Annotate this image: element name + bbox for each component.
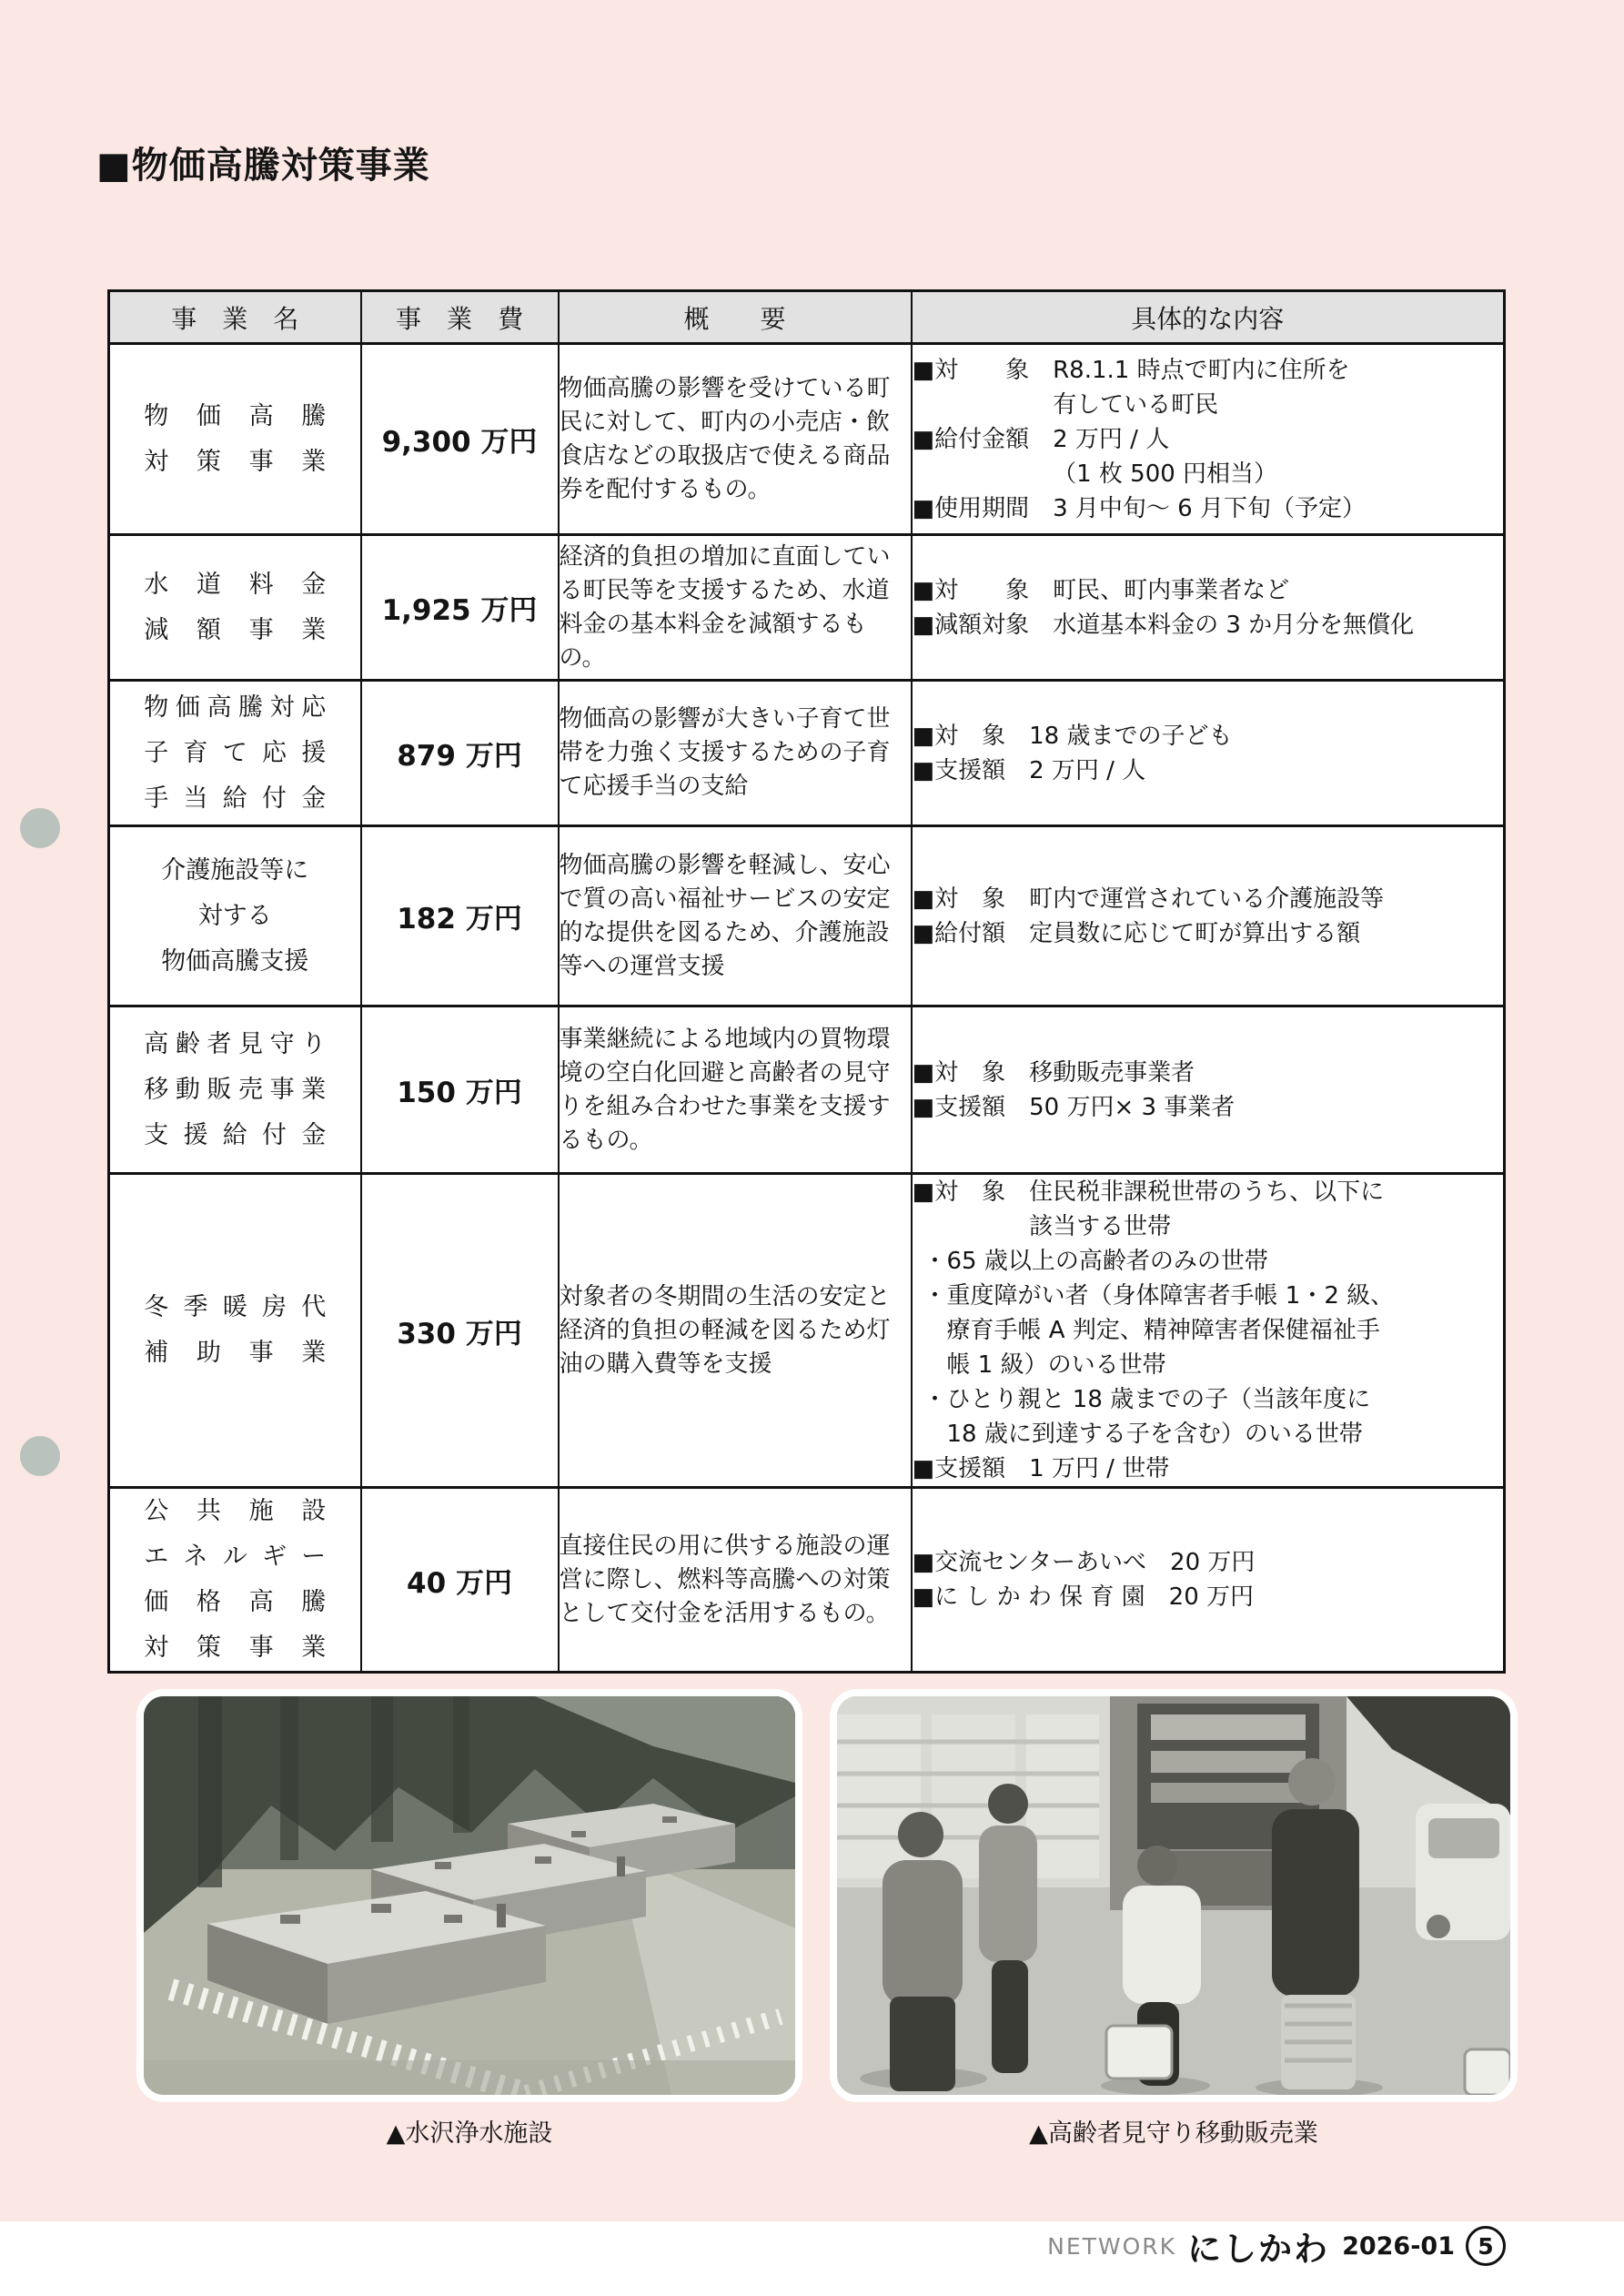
decorative-dot bbox=[20, 808, 60, 848]
detail-item: ■ 交流センターあいべ 20 万円 bbox=[912, 1549, 1256, 1576]
detail-bullet-item: ・ 重度障がい者（身体障害者手帳 1・2 級、 療育手帳 A 判定、精神障害者保健福祉手 帳 1 級）のいる世帯 bbox=[923, 1282, 1395, 1379]
column-header-2: 概 要 bbox=[559, 291, 912, 344]
program-details bbox=[912, 1488, 1505, 1673]
program-details bbox=[912, 1174, 1505, 1488]
table-row bbox=[109, 826, 1505, 1006]
photo-mobile-vending bbox=[830, 1689, 1518, 2102]
detail-item: ■ に し か わ 保 育 園 20 万円 bbox=[912, 1583, 1255, 1611]
detail-item: ■ 支援額 1 万円 / 世帯 bbox=[912, 1455, 1170, 1482]
detail-item: ■ 給付金額 2 万円 / 人 （1 枚 500 円相当） bbox=[912, 425, 1278, 488]
detail-item: ■ 対 象 住民税非課税世帯のうち、以下に 該当する世帯 bbox=[912, 1178, 1385, 1240]
program-cost: 9,300 万円 bbox=[361, 344, 559, 535]
program-cost: 879 万円 bbox=[361, 681, 559, 826]
table-row bbox=[109, 681, 1505, 826]
program-details bbox=[912, 344, 1505, 535]
column-header-0: 事 業 名 bbox=[109, 291, 361, 344]
table-row bbox=[109, 1488, 1505, 1673]
program-summary: 対象者の冬期間の生活の安定と経済的負担の軽減を図るため灯油の購入費等を支援 bbox=[559, 1174, 912, 1488]
program-name: 物価高騰対応 子育て応援 手当給付金 bbox=[109, 681, 361, 826]
photo-caption-water-facility: ▲水沢浄水施設 bbox=[386, 2119, 553, 2148]
table-row bbox=[109, 535, 1505, 681]
programs-table-wrap bbox=[107, 289, 1506, 1674]
detail-item: ■ 支援額 2 万円 / 人 bbox=[912, 756, 1146, 784]
table-row bbox=[109, 1174, 1505, 1488]
detail-item: ■ 支援額 50 万円× 3 事業者 bbox=[912, 1093, 1236, 1121]
detail-item: ■ 使用期間 3 月中旬～ 6 月下旬（予定） bbox=[912, 494, 1366, 522]
detail-item: ■ 対 象 町民、町内事業者など bbox=[912, 576, 1290, 604]
page-title: ■物価高騰対策事業 bbox=[96, 145, 430, 187]
table-row bbox=[109, 344, 1505, 535]
program-details bbox=[912, 681, 1505, 826]
program-summary: 事業継続による地域内の買物環境の空白化回避と高齢者の見守りを組み合わせた事業を支援するもの。 bbox=[559, 1006, 912, 1174]
detail-item: ■ 減額対象 水道基本料金の 3 か月分を無償化 bbox=[912, 611, 1415, 639]
footer-issue: 2026-01 bbox=[1342, 2231, 1455, 2261]
photo-mizusawa-water-facility bbox=[136, 1689, 802, 2102]
program-cost: 182 万円 bbox=[361, 826, 559, 1006]
photo-caption-mobile-vending: ▲高齢者見守り移動販売業 bbox=[1029, 2119, 1318, 2148]
program-summary: 物価高騰の影響を受けている町民に対して、町内の小売店・飲食店などの取扱店で使える商品券を配付するもの。 bbox=[559, 344, 912, 535]
program-name: 水道料金 減額事業 bbox=[109, 535, 361, 681]
detail-bullet-item: ・ 65 歳以上の高齢者のみの世帯 bbox=[923, 1248, 1268, 1275]
column-header-1: 事 業 費 bbox=[361, 291, 559, 344]
program-summary: 物価高騰の影響を軽減し、安心で質の高い福祉サービスの安定的な提供を図るため、介護施設等への運営支援 bbox=[559, 826, 912, 1006]
detail-item: ■ 対 象 移動販売事業者 bbox=[912, 1058, 1195, 1087]
program-summary: 直接住民の用に供する施設の運営に際し、燃料等高騰への対策として交付金を活用するもの。 bbox=[559, 1488, 912, 1673]
table-row bbox=[109, 1006, 1505, 1174]
program-details bbox=[912, 826, 1505, 1006]
detail-item: ■ 対 象 R8.1.1 時点で町内に住所を 有している町民 bbox=[912, 356, 1350, 419]
program-name: 介護施設等に 対する 物価高騰支援 bbox=[109, 826, 361, 1006]
program-summary: 経済的負担の増加に直面している町民等を支援するため、水道料金の基本料金を減額するもの。 bbox=[559, 535, 912, 681]
program-cost: 150 万円 bbox=[361, 1006, 559, 1174]
footer-brand: にしかわ bbox=[1187, 2230, 1330, 2269]
detail-item: ■ 対 象 町内で運営されている介護施設等 bbox=[912, 885, 1385, 913]
program-name: 冬季暖房代 補助事業 bbox=[109, 1174, 361, 1488]
program-cost: 330 万円 bbox=[361, 1174, 559, 1488]
programs-table bbox=[107, 289, 1506, 1674]
program-summary: 物価高の影響が大きい子育て世帯を力強く支援するための子育て応援手当の支給 bbox=[559, 681, 912, 826]
decorative-dot bbox=[20, 1436, 60, 1476]
column-header-3: 具体的な内容 bbox=[912, 291, 1505, 344]
program-cost: 40 万円 bbox=[361, 1488, 559, 1673]
program-details bbox=[912, 1006, 1505, 1174]
program-details bbox=[912, 535, 1505, 681]
footer-network-label: NETWORK bbox=[1047, 2232, 1177, 2260]
table-header-row bbox=[109, 291, 1505, 344]
footer-page-number: 5 bbox=[1466, 2226, 1506, 2266]
program-name: 物価高騰 対策事業 bbox=[109, 344, 361, 535]
program-name: 高齢者見守り 移動販売事業 支援給付金 bbox=[109, 1006, 361, 1174]
footer bbox=[1047, 2220, 1506, 2271]
detail-item: ■ 対 象 18 歳までの子ども bbox=[912, 722, 1233, 750]
detail-item: ■ 給付額 定員数に応じて町が算出する額 bbox=[912, 919, 1361, 947]
program-name: 公共施設 エネルギー 価格高騰 対策事業 bbox=[109, 1488, 361, 1673]
program-cost: 1,925 万円 bbox=[361, 535, 559, 681]
detail-bullet-item: ・ ひとり親と 18 歳までの子（当該年度に 18 歳に到達する子を含む）のいる世帯 bbox=[923, 1386, 1371, 1448]
